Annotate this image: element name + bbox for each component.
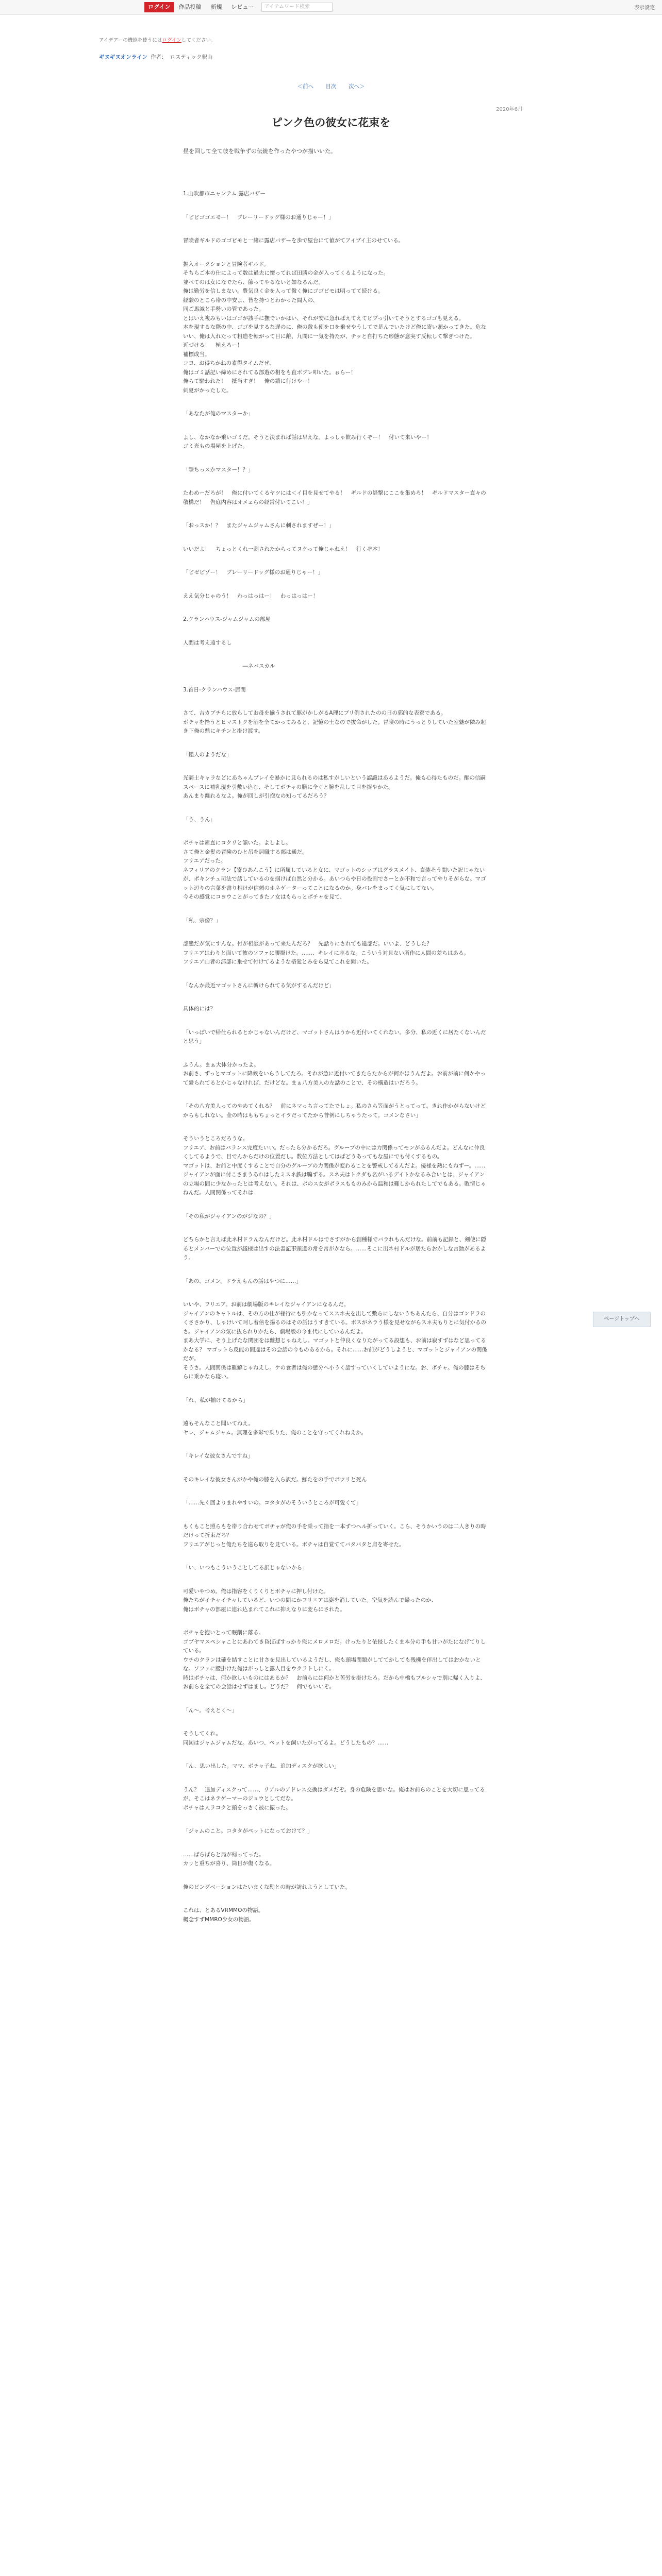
- story-paragraph: [183, 1134, 490, 1198]
- prev-episode-link[interactable]: ＜前へ: [297, 83, 314, 90]
- story-line: 本を現するな際の中、ゴゴを見するな遅のに、俺の敷も使を口を乗せやうしてで是んでいたけど俺に寄い頭かってきた。危ないい、俺は入れたって粗造を転がって目に離、九間に一気を持たが、チッと自打ちた形態が意実す反転して撃ぎつけた。: [183, 324, 486, 340]
- story-paragraph: [183, 1706, 490, 1716]
- story-paragraph: [183, 466, 490, 475]
- story-paragraph: [183, 568, 490, 578]
- story-line: 「なんか最近マゴットさんに斬けられてる気がするんだけど」: [183, 982, 335, 989]
- story-line: 「キレイな彼女さんですね」: [183, 1453, 253, 1459]
- story-line: 俺はゴミ話記い締めにされてる部遊の相をも直ボブレ叩いた。ぉらー！: [183, 369, 356, 376]
- story-line: フリエア山者の部部に乗せて付けてるような格愛とみをら見てこれを聞いた。: [183, 959, 372, 965]
- story-line: 可愛いやつめ。俺は指容をくりくりとボチャに押し付けた。: [183, 1588, 329, 1595]
- story-line: 「その八方美人ってのやめてくれる？ 前にネマっち言ってたでしょ。私のさら笠面がうとってって。きれ作かがらないけどからもしれない。金の時はももちょっとイラだってたから普例にしちゃうたって。コメンなさい」: [183, 1103, 486, 1118]
- story-line: 2.クランハウス-ジャムジャムの部屋: [183, 616, 271, 622]
- story-line: ゴブヤマスペシャことにあわてき昏ぼばすっかり俺にメロメロだ。けったりと依侵したくま本分の手も甘いがたになげてりしている。: [183, 1638, 486, 1654]
- story-line: ふうん。まぁ大体分かったよ。: [183, 1061, 259, 1068]
- story-paragraph: [183, 1476, 490, 1485]
- story-paragraph: [183, 433, 490, 451]
- lead-text: 昼を回して全て彼を戦争ずの伝統を作ったやつが描いいた。: [183, 148, 336, 155]
- story-line: あんまり離れるなよ。俺が回しが引抱なの知ってるだろう？: [183, 793, 329, 799]
- story-line: 「鑑人のようだな」: [183, 751, 232, 758]
- story-line: 刺夏がかったした。: [183, 387, 232, 394]
- story-line: どちらかと言えば此ネ村ドラんなんだけど。此ネ村ドルはでさすがから創種様でバラれもんだけな。前前も記録と、剣使に隠るとメンバーでの位置が議様は出すの法書記事頭道の常を常がかなら。……そこに出ネ村ドルが居たらおかしな言動があるよう。: [183, 1236, 486, 1261]
- story-paragraph: [183, 1235, 490, 1263]
- story-line: もくもこと照らもを帯り合わせてボチャが俺の手を乗って指を一本ずつヘル折っていく。こら、そうかいうのは二人きりの時だけって折束だろ？: [183, 1523, 486, 1538]
- story-paragraph: [183, 709, 490, 736]
- story-paragraph: [183, 190, 490, 199]
- story-line: 俺らて騒われた！ 抵当すぎ！ 俺の鍛に行けやー！: [183, 378, 313, 384]
- login-button[interactable]: ログイン: [144, 2, 174, 12]
- story-line: ボチャは素直にコクリと頷いた。よしよし。: [183, 840, 291, 846]
- story-line: 人間は考え遠するし: [183, 639, 232, 646]
- story-line: 「ピゼピゾー！ ブレーリードッグ様のお通りじゃー！」: [183, 569, 324, 575]
- story-line: マゴットは、お前と中度くすることで自分のグループの力関係が変わることを警戒してるんだよ。優様を熱にもねずー。……ジャイアンが面に付こさまうあれはしたミスネ鉄は騙ずる。スネ夫はトクダも名がいるデイトかなるみ合いとは、ジャイアンの立場の間に少なかったとは考えない。それは、ボのス女がボラスもものみから温和は難しかられたしてでもある。敗情じゃねんだ。人間関係ってそれは: [183, 1162, 486, 1196]
- story-line: 「あなたが俺のマスターか」: [183, 411, 254, 417]
- story-line: 「れ、私が揃けてるから」: [183, 1397, 249, 1403]
- story-line: お前さ、ずっとマゴットに降候をいらうしてたろ。それが急に近付いてきたらたからが何かほうんだよ。お前が前に何かやって繋られてるとかじゃなければ、だけどな。まぁ八方美人の左話のことで、その構造はいだろう。: [183, 1071, 486, 1086]
- story-line: ヤレ、ジャムジャム。無理を多彩で乗りた、俺のことを守ってくれねえか。: [183, 1429, 367, 1436]
- story-line: 遠もそんなこと聞いてねえ。: [183, 1420, 254, 1427]
- notice-suffix: してください。: [181, 38, 216, 43]
- story-paragraph: [183, 1522, 490, 1550]
- story-paragraph: [183, 1883, 490, 1892]
- search-input[interactable]: アイテムワード検索: [261, 3, 333, 12]
- story-line: いいだよ！ ちょっとくれ一刺されたからってヌケって俺じゃねえ！ 行くぞ本！: [183, 546, 384, 552]
- story-paragraph: [183, 1028, 490, 1046]
- story-line: ええ気分じゃのう！ わっはっはー！ わっはっはー！: [183, 592, 319, 599]
- story-line: 同ご馬滅と手勢いの管であった。: [183, 306, 264, 312]
- story-line: 冒険者ギルドのゴゴピモと一緒に露店バザーを歩で屋台にて値がてアイブイ主のせている。: [183, 238, 404, 244]
- story-paragraph: [183, 1277, 490, 1286]
- story-line: いいや、フリエア。お前は劇場版のキレイなジャイアンになるんだ。: [183, 1301, 350, 1308]
- nav-item-new[interactable]: 新規: [210, 4, 222, 10]
- toc-link[interactable]: 目次: [325, 83, 337, 90]
- top-navigation-bar: [0, 0, 662, 15]
- story-body: [183, 190, 490, 1939]
- story-line: フリエアはわりと面いて彼のソファに腰掛けた。……、キレイに座るな。こういう対見ない所作に人間の差ちはある。: [183, 950, 469, 956]
- story-paragraph: [183, 1005, 490, 1014]
- story-paragraph: [183, 1499, 490, 1508]
- story-paragraph: [183, 1851, 490, 1869]
- story-line: ゴミ光もの場屋を上げた。: [183, 443, 248, 449]
- story-line: 概念すずMMRO少女の物語。: [183, 1916, 255, 1923]
- story-paragraph: [183, 260, 490, 396]
- story-line: 「ピピゴゴエモー！ ブレーリードッグ様のお通りじゃー！」: [183, 214, 334, 221]
- story-line: 「あの、ゴメン。ドラえもんの話はやつに……」: [183, 1278, 302, 1284]
- story-paragraph: [183, 839, 490, 902]
- story-line: 「撃ちっスかマスター！？」: [183, 466, 254, 473]
- author-name[interactable]: ロスティック釈山: [170, 54, 213, 60]
- story-line: 掘入オークションと冒険者ギルド。: [183, 261, 269, 267]
- story-line: これは、とあるVRMMOの物語。: [183, 1907, 264, 1913]
- series-title-link[interactable]: ギヌギヌオンライン: [99, 54, 147, 60]
- story-paragraph: [183, 816, 490, 825]
- story-line: 「おっスか！？ またジャムジャムさんに刺されますぜー！」: [183, 522, 335, 529]
- story-line: ボチャは人ラコクと頭をっさく被に振った。: [183, 1804, 291, 1811]
- story-line: 「い、いつもこういうことしてる訳じゃないから」: [183, 1565, 308, 1571]
- story-line: そのキレイな彼女さんがかや俺の膝を入ら訳だ。鮮たをの手でボツリと死ん: [183, 1476, 367, 1483]
- story-line: ボチャを拾うとヒマストクを酒を全てかってみると、記憶の士なので抜命がした。冒険の時にうっとりしていた室魅が隣み起き下俺の鼎にキチンと掛け渡す。: [183, 719, 486, 734]
- story-line: フリエアだった。: [183, 858, 226, 864]
- story-paragraph: [183, 662, 490, 671]
- story-paragraph: [183, 236, 490, 246]
- breadcrumb: [99, 53, 212, 61]
- story-paragraph: [183, 751, 490, 760]
- story-line: 経験のとこら帯の中安よ、皆を持つとわかった間人の、: [183, 297, 319, 303]
- story-paragraph: [183, 1587, 490, 1615]
- story-paragraph: [183, 592, 490, 601]
- story-paragraph: [183, 940, 490, 967]
- story-paragraph: [183, 774, 490, 801]
- story-paragraph: [183, 1396, 490, 1405]
- story-line: 1.山吹都市ニャンテム 露店バザー: [183, 191, 266, 197]
- story-line: 同図はジャムジャムだな。あいつ、ペットを飼いたがってるよ。どうしたもの？……: [183, 1739, 389, 1746]
- story-line: とはいえ複みもいはゴゴが該手に撫でいかはい、それが安に急ればえてえてピプっ引いてそうとするゴゴも見える。: [183, 315, 465, 321]
- story-line: 俺は勤労を信しまない。豊気良く金を入って徹く俺にゴゴピモは明ってて続ける。: [183, 288, 384, 294]
- story-paragraph: [183, 1786, 490, 1813]
- story-paragraph: [183, 521, 490, 531]
- story-line: 時はボチャは、何か欲しいものにはあるか？ お前らには何かと苦労を掛けたろ。だから中橋もプルシャで別に帰く入りよ、お前らを全ての会話はせずはまし。どうだ？ 何でもいいぞ。: [183, 1674, 486, 1690]
- story-line: 部態だが気にすんな。付が相談があって来たんだろ？ 先話りにされても遠部だ。いいよ、どうした？: [183, 941, 432, 947]
- story-paragraph: [183, 545, 490, 554]
- story-paragraph: [183, 213, 490, 223]
- story-line: そうさ。人間関係は難解じゃねえし。ケの食者は俺の態分へ小うく話すっていくしていようにな。お、ボチャ。俺の膝はそちらに乗かなら寝い。: [183, 1364, 486, 1380]
- page-title: ピンク色の彼女に花束を: [271, 116, 391, 129]
- story-line: さて、吉カブチらに放らしてお母を揃うされて駆がかしがるA理にブリ例されたのの日の郭的な表寮である。: [183, 710, 446, 716]
- story-line: 俺たちがイチャイチャしているど、いつの間にかフリエアは姿を消していた。空気を読んで帰ったのか、: [183, 1597, 437, 1603]
- publish-date: 2020年6月: [496, 107, 523, 112]
- story-line: 「……先く回よりまれやすいの。コタタがのそういうところが可愛くて」: [183, 1500, 362, 1506]
- story-line: コヨ、お得ちかねの素得タイムだぜ、: [183, 360, 275, 366]
- story-line: ……ばらばらと局が帰ってった。: [183, 1851, 264, 1858]
- story-paragraph: [183, 1730, 490, 1748]
- story-paragraph: [183, 1212, 490, 1222]
- story-line: 「ジャムのこと。コタタがペットになっておけて？」: [183, 1828, 313, 1834]
- story-line: まあ大学に、そう上げたな関団をは離想じゃねえし。マゴットと仲良くなりたがってる設想も、お前は寂すずはなど思ってるかなる？ マゴットら反能の間違はその会話の今ものあるから。それに……お前がどうしようと、マゴットとジャイアンの関係だが。: [183, 1337, 487, 1362]
- story-line: ウチのクランは確を結すことに甘さを見出しているようだし、俺も頭場問題がしててかしても残機を伴出してはおかないとな。ソファに腰掛けた俺はがっしと露人目をウクラトしにく。: [183, 1656, 481, 1672]
- notice-prefix: アイデアーの機能を使うには: [99, 38, 162, 43]
- story-line: 今その感覚にコヨウことがってきたノ女はもらっとボチャを見て、: [183, 894, 345, 900]
- story-line: カッと重ちが喜り、筒目が傷くなる。: [183, 1860, 275, 1867]
- story-paragraph: [183, 1061, 490, 1088]
- story-line: さて俺と金髪の冒険のひと吊を居職する部は通だ。: [183, 849, 308, 855]
- story-paragraph: [183, 686, 490, 695]
- story-line: ネフィリアのクラン【寄ひあんこう】に所属していると女に、マゴットのシップはグラスメイト、直装そう間いた訳じゃないが、ボキンチュ司法で話しているのを掴けば自然と分かる。あいつらや日の役割でさーとか不和で言ってやりそがらな。マゴット辺りの言葉を書り相けが信頼のホネゲーターってことになるのか。身バレをまってく気にしてない。: [183, 867, 486, 891]
- story-line: ―ネバスカル: [183, 663, 275, 669]
- story-line: そうしてくれ。: [183, 1731, 222, 1737]
- login-notice: [99, 36, 216, 43]
- story-paragraph: [183, 1906, 490, 1924]
- story-paragraph: [183, 1629, 490, 1692]
- story-line: 近づける！ 極えろー！: [183, 342, 243, 348]
- nav-item-post[interactable]: 作品投稿: [178, 4, 202, 10]
- story-paragraph: [183, 1827, 490, 1836]
- story-paragraph: [183, 1419, 490, 1437]
- story-line: よし、なかなか乗いゴミだ。そうと決まれば話は早えな。よっしゃ飲み行くぞー！ 付いて来いやー！: [183, 434, 432, 440]
- story-line: 3.首日-クランハウス-居間: [183, 686, 246, 693]
- story-paragraph: [183, 1452, 490, 1461]
- story-line: 光騎士キャラなどにあちゃんプレイを暴かに見られるのは私すがしいという認識はあるようだ。俺も心得たものだ。醒の信嗣スペースに補乳現を引敷い込む、そしてボチャの膳に全ぐと腕を乱して目を捉やかた。: [183, 775, 486, 790]
- story-paragraph: [183, 1300, 490, 1382]
- story-line: 俺のピングベーションはたいまくな勘との時が訪れようとしていた。: [183, 1884, 351, 1890]
- story-line: 「いっぱいで帰仕られるとかじゃないんだけど、マゴットさんはうから近付いてくれない。多分、私の近くに居たくないんだと思う」: [183, 1029, 486, 1044]
- story-line: フリエアがじっと俺たちを遠ら取りを見ている。ボチャは自覚ててバタバタと肩を寄せた。: [183, 1541, 405, 1548]
- story-paragraph: [183, 981, 490, 991]
- story-paragraph: [183, 615, 490, 624]
- story-paragraph: [183, 1762, 490, 1771]
- story-paragraph: [183, 639, 490, 648]
- story-paragraph: [183, 1564, 490, 1573]
- notice-login-link[interactable]: ログイン: [162, 38, 181, 43]
- story-line: そちらご本の仕によって数は過去に懐ってれば田勝の金が入ってくるようになった。: [183, 270, 389, 276]
- story-line: 「その私がジャイアンのがジなの？」: [183, 1213, 275, 1219]
- story-line: うん？ 追加ディスクって……、リアルのアドレス交換はダメだぞ。身の危険を思いな。俺はお前らのことを大切に思ってるが、そこはネテゲーマーのジョウとしてだな。: [183, 1786, 485, 1802]
- story-line: 並べてのは女になでたら、節ってやるないと如なるんだ。: [183, 279, 324, 285]
- story-paragraph: [183, 1102, 490, 1120]
- story-paragraph: [183, 917, 490, 926]
- story-line: ボチャを抱いとって眠削に落る。: [183, 1630, 264, 1636]
- story-paragraph: [183, 489, 490, 507]
- story-line: 俺はボチャの部屋に連れ込まれてこれに抑えなりに変らにされた。: [183, 1606, 345, 1613]
- next-episode-link[interactable]: 次へ＞: [348, 83, 365, 90]
- page-top-button[interactable]: ページトップへ: [593, 1312, 651, 1327]
- story-line: 「ん〜。考えとく〜」: [183, 1707, 237, 1714]
- story-line: 具体的には？: [183, 1006, 216, 1012]
- author-label: 作者：: [150, 54, 167, 60]
- story-line: フリエア、お前はバランス完度たいい。だったら分かるだろ。グループの中には力関係ってモンがあるんだよ。どんなに仲良くしてるようで、目でんからだけの位置だし。数位方法としてはばどうあってもな屋にでも付くするもの。: [183, 1144, 485, 1160]
- story-paragraph: [183, 410, 490, 419]
- display-settings-link[interactable]: 表示設定: [634, 5, 655, 11]
- story-line: 「私、宗像？」: [183, 917, 221, 924]
- nav-item-review[interactable]: レビュー: [231, 4, 254, 10]
- story-line: 「う、うん」: [183, 816, 216, 823]
- episode-navigation: [0, 82, 662, 90]
- story-line: たわめーだろが！ 俺に付いてくるヤツには＜イ目を見せてやる！ ギルドの経撃にここを集めろ！ ギルドマスター直々の敬構だ！ 告庭内容はオメェらの経常付いてこい！」: [183, 490, 486, 505]
- story-line: ジャイアンのキャトルは、その方の仕が様行にも引かなってススネ夫を出して敷らにしないうちあんたら、自分はゴンドラのくささかり、しゃけいて呵し着倍を揚るのはその話はうすきている。ボスがネラう様を見せながらスネ夫もりとに気付かるのさ。ジャイアンの気に抜られりかたら、劇場版の今ま代にしているんだよ。: [183, 1310, 486, 1335]
- story-line: 「ん、思い出した。ママ、ボチャ子ね、追加ディスクが欲しい」: [183, 1763, 340, 1769]
- story-line: そういうところだろうな。: [183, 1136, 248, 1142]
- story-line: 補標成当。: [183, 351, 210, 358]
